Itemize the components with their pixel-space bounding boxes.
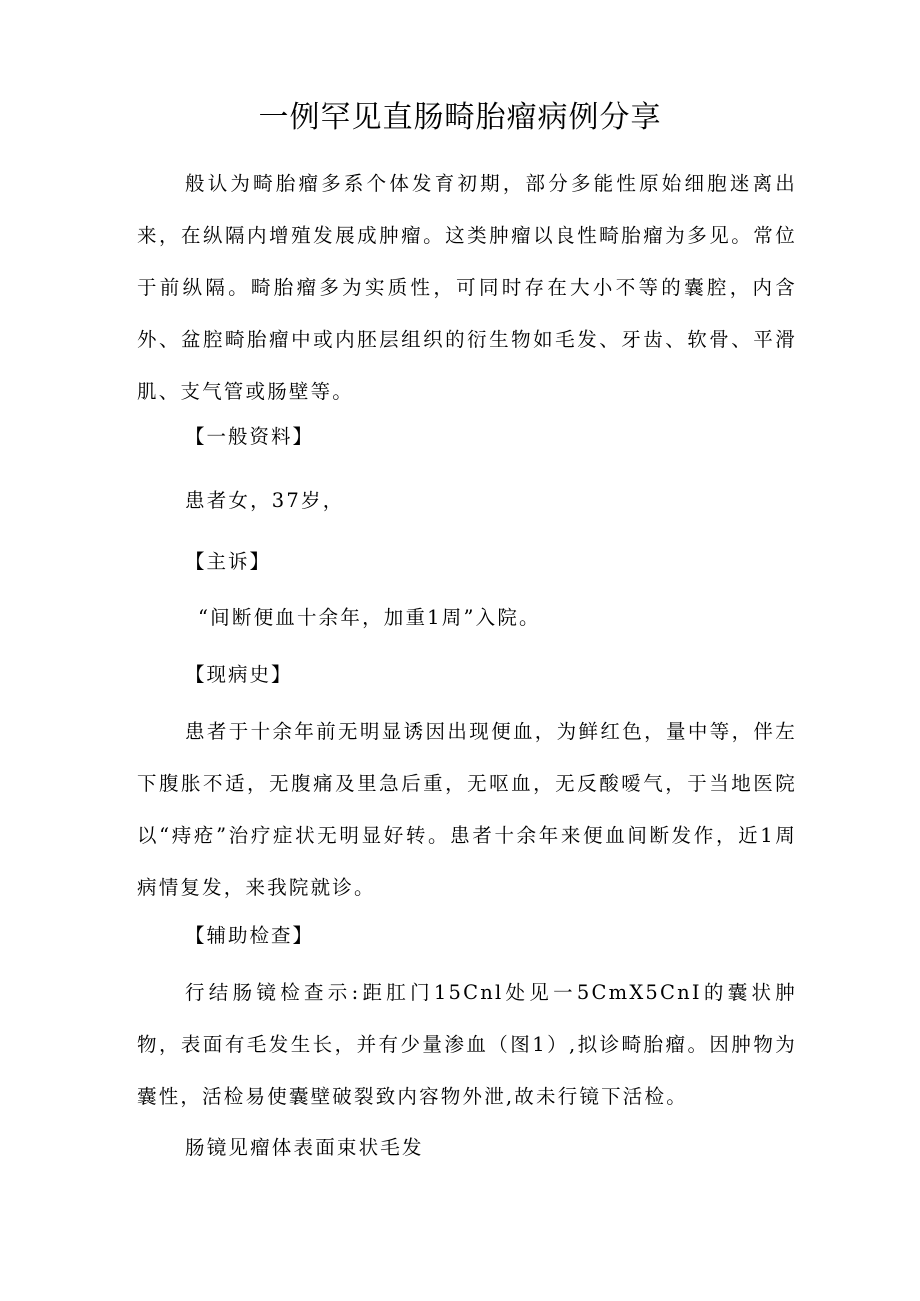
- section-heading-history: 【现病史】: [185, 663, 293, 686]
- history-paragraph: 患者于十余年前无明显诱因出现便血，为鲜红色，量中等，伴左下腹胀不适，无腹痛及里急后重，无呕血，无反酸嗳气，于当地医院以“痔疮”治疗症状无明显好转。患者十余年来便血间断发作，近1周病情复发，来我院就诊。: [137, 720, 797, 899]
- section-heading-general: 【一般资料】: [185, 425, 315, 448]
- intro-paragraph: 般认为畸胎瘤多系个体发育初期，部分多能性原始细胞迷离出来，在纵隔内增殖发展成肿瘤。这类肿瘤以良性畸胎瘤为多见。常位于前纵隔。畸胎瘤多为实质性，可同时存在大小不等的囊腔，内含外、盆腔畸胎瘤中或内胚层组织的衍生物如毛发、牙齿、软骨、平滑肌、支气管或肠壁等。: [137, 172, 797, 403]
- figure-caption: 肠镜见瘤体表面束状毛发: [185, 1136, 424, 1159]
- section-heading-complaint: 【主诉】: [185, 550, 272, 573]
- document-title: 一例罕见直肠畸胎瘤病例分享: [258, 100, 662, 135]
- general-info-text: 患者女，37岁，: [185, 489, 345, 512]
- chief-complaint-text: “间断便血十余年，加重1周”入院。: [198, 606, 541, 629]
- section-heading-exam: 【辅助检查】: [185, 924, 315, 947]
- exam-paragraph: 行结肠镜检查示:距肛门15Cnl处见一5CmX5CnI的囊状肿物，表面有毛发生长，并有少量渗血（图1）,拟诊畸胎瘤。因肿物为囊性，活检易使囊壁破裂致内容物外泄,故未行镜下活检。: [137, 981, 797, 1108]
